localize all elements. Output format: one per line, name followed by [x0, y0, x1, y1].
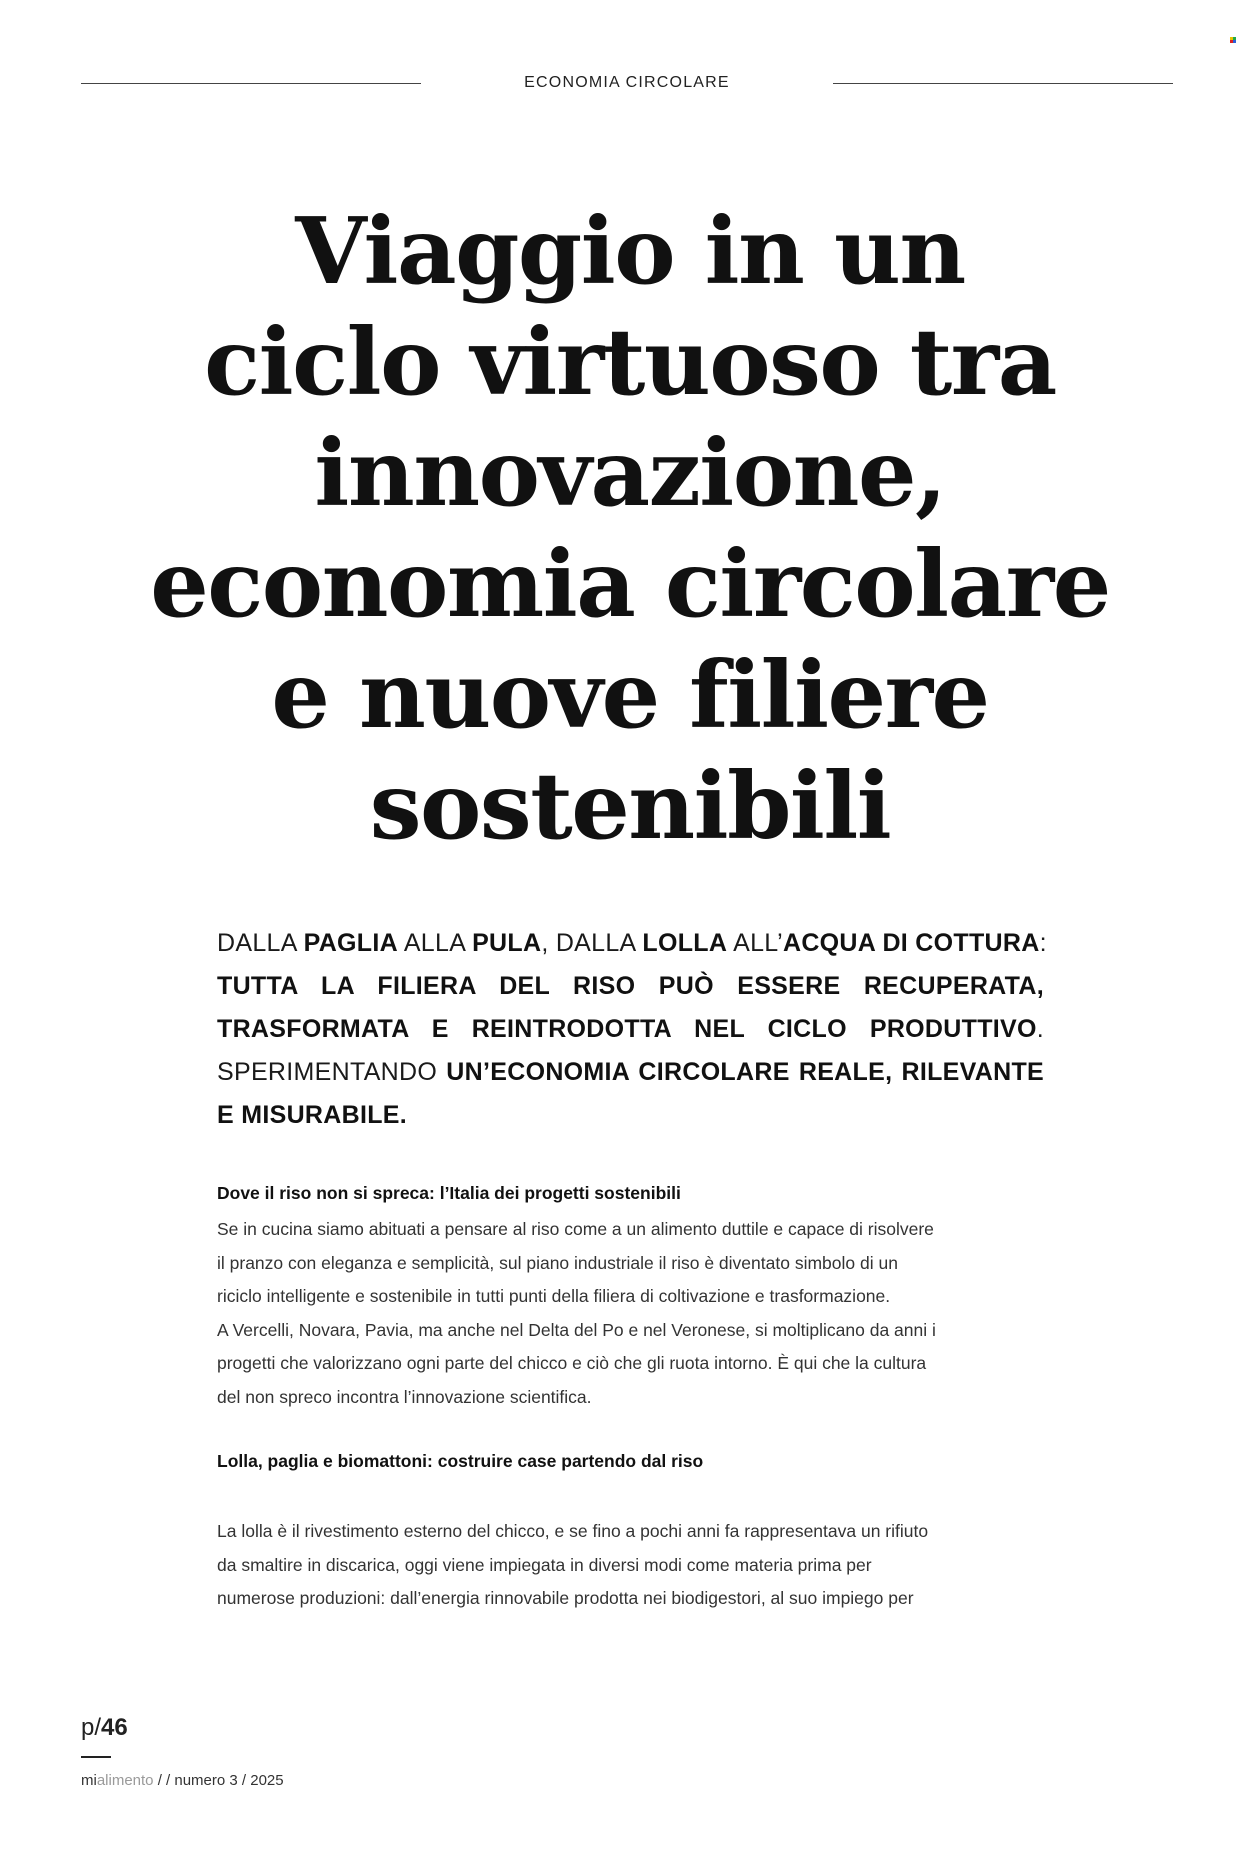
standfirst-line-5: E MISURABILE. — [217, 1101, 408, 1129]
section-kicker: ECONOMIA CIRCOLARE — [524, 74, 730, 91]
standfirst-line-2: TUTTA LA FILIERA DEL RISO PUÒ ESSERE RECUPERATA, — [217, 972, 1044, 1000]
title-line: ciclo virtuoso tra — [204, 308, 1056, 416]
body-line: riciclo intelligente e sostenibile in tutti punti della filiera di coltivazione e trasformazione. — [217, 1286, 891, 1307]
title-line: Viaggio in un — [295, 197, 965, 305]
brand-mi: mi — [81, 1772, 97, 1789]
title-line: economia circolare — [150, 530, 1110, 638]
body-line: A Vercelli, Novara, Pavia, ma anche nel Delta del Po e nel Veronese, si moltiplicano da anni i — [217, 1319, 936, 1340]
body-line: da smaltire in discarica, oggi viene impiegata in diversi modi come materia prima per — [217, 1554, 872, 1575]
page-number-prefix: p/ — [81, 1714, 102, 1741]
section-heading-2: Lolla, paglia e biomattoni: costruire case partendo dal riso — [217, 1451, 704, 1471]
section-body-1 — [217, 1213, 1047, 1415]
header-rule-left — [81, 83, 421, 84]
header-rule-right — [833, 83, 1173, 84]
title-line: innovazione, — [314, 419, 946, 527]
issue-info: / / numero 3 / 2025 — [153, 1772, 284, 1789]
standfirst-line-3: TRASFORMATA E REINTRODOTTA NEL CICLO PRODUTTIVO. — [217, 1015, 1044, 1043]
body-line: Se in cucina siamo abituati a pensare al riso come a un alimento duttile e capace di risolvere — [217, 1219, 934, 1239]
page-number — [81, 1714, 128, 1742]
article-title — [110, 196, 1150, 862]
section-heading-1: Dove il riso non si spreca: l’Italia dei progetti sostenibili — [217, 1183, 681, 1203]
publication-footer — [81, 1772, 284, 1789]
body-line: numerose produzioni: dall’energia rinnovabile prodotta nei biodigestori, al suo impiego per — [217, 1588, 914, 1609]
brand-alimento: alimento — [96, 1772, 154, 1789]
standfirst-line-4: SPERIMENTANDO UN’ECONOMIA CIRCOLARE REALE, RILEVANTE — [217, 1058, 1045, 1086]
body-line: La lolla è il rivestimento esterno del chicco, e se fino a pochi anni fa rappresentava un rifiuto — [217, 1521, 929, 1541]
section-body-2 — [217, 1515, 1047, 1616]
title-line: e nuove filiere — [271, 641, 989, 749]
body-line: progetti che valorizzano ogni parte del chicco e ciò che gli ruota intorno. È qui che la cultura — [217, 1353, 927, 1374]
body-line: il pranzo con eleganza e semplicità, sul piano industriale il riso è diventato simbolo di un — [217, 1252, 898, 1273]
body-line: del non spreco incontra l’innovazione scientifica. — [217, 1386, 592, 1407]
page-number-value: 46 — [101, 1714, 128, 1741]
standfirst-line-1: DALLA PAGLIA ALLA PULA, DALLA LOLLA ALL’ACQUA DI COTTURA: — [217, 929, 1047, 957]
section-header — [0, 72, 1250, 102]
article-standfirst — [217, 922, 1047, 1137]
corner-marks — [1230, 37, 1238, 45]
page-number-rule — [81, 1756, 111, 1758]
title-line: sostenibili — [369, 752, 891, 860]
